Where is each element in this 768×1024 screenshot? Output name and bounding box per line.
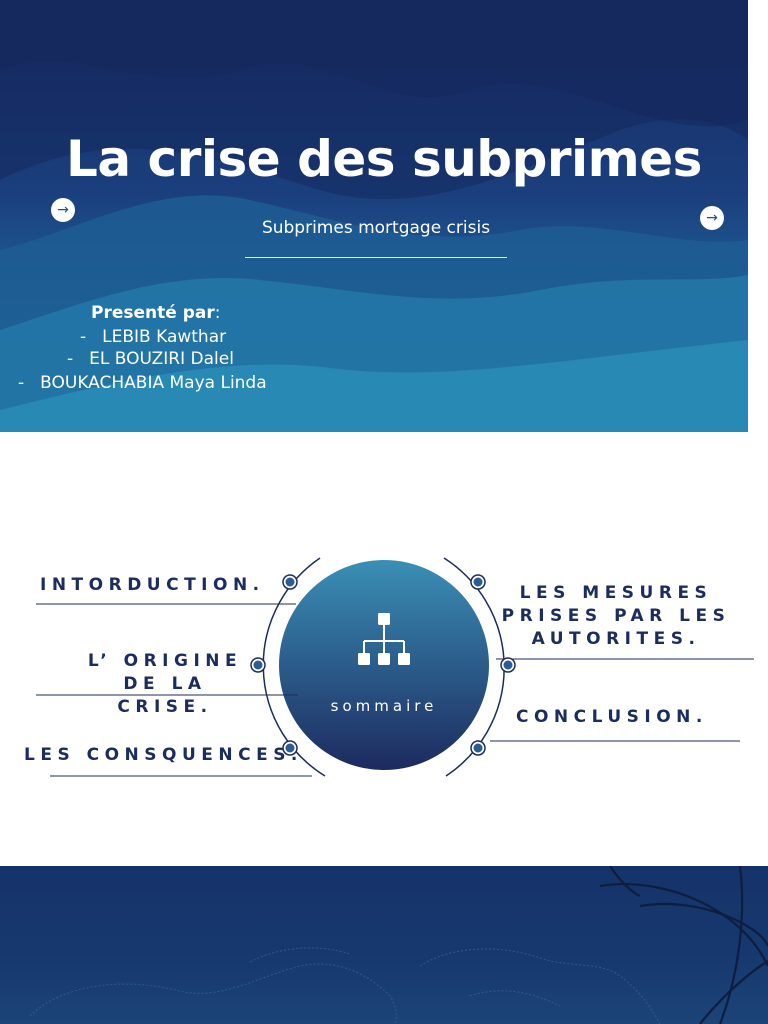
list-dash: -	[67, 349, 74, 369]
presenters-heading	[91, 303, 220, 323]
list-dash: -	[80, 327, 87, 347]
presenter-item	[18, 373, 267, 393]
presenters-colon: :	[214, 303, 221, 323]
arrow-right-icon[interactable]: →	[700, 206, 724, 230]
menu-item-mesures[interactable]: LES MESURES PRISES PAR LES AUTORITES.	[501, 583, 731, 649]
list-dash: -	[18, 373, 25, 393]
presenter-item	[67, 349, 234, 369]
slide-title: La crise des subprimes	[66, 130, 702, 188]
world-map-graphic	[0, 866, 768, 1024]
subtitle-divider	[245, 257, 507, 258]
menu-item-consequences[interactable]: LES CONSQUENCES.	[24, 745, 303, 765]
summary-slide	[0, 432, 768, 866]
slide-subtitle: Subprimes mortgage crisis	[261, 218, 491, 238]
arrow-right-icon[interactable]: →	[51, 198, 75, 222]
presenters-label: Presenté par	[91, 303, 215, 323]
summary-label: sommaire	[330, 697, 438, 715]
presenter-name: LEBIB Kawthar	[102, 327, 227, 347]
menu-item-conclusion[interactable]: CONCLUSION.	[516, 707, 708, 727]
presenter-name: BOUKACHABIA Maya Linda	[40, 373, 267, 393]
presenter-item	[80, 327, 226, 347]
presenter-name: EL BOUZIRI Dalel	[89, 349, 234, 369]
menu-item-introduction[interactable]: INTORDUCTION.	[40, 575, 265, 595]
world-map-slide	[0, 866, 768, 1024]
title-slide	[0, 0, 748, 432]
menu-item-origine[interactable]: L’ ORIGINE DE LA CRISE.	[87, 651, 243, 717]
